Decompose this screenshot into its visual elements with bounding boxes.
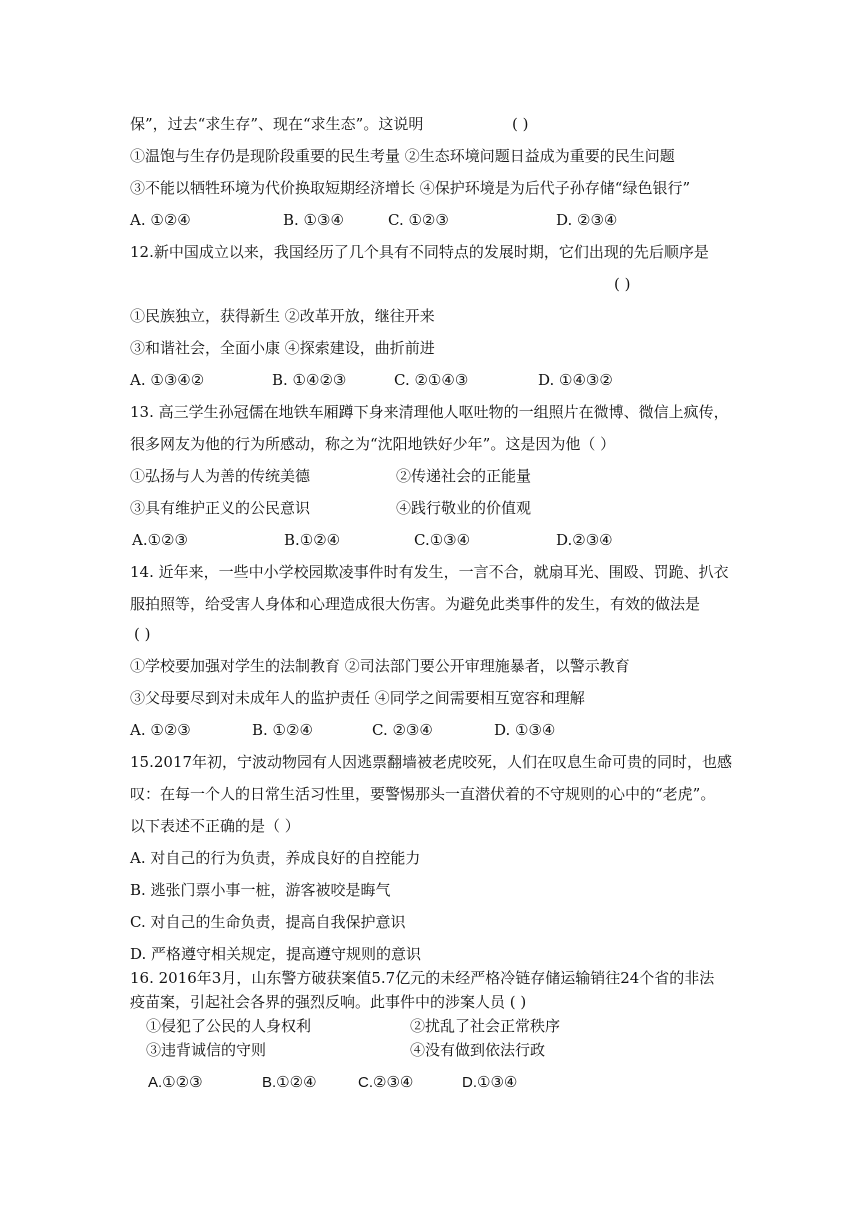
- q16-statement-4: ④没有做到依法行政: [410, 1041, 546, 1059]
- q11-option-b: B. ①③④: [283, 211, 344, 229]
- q16-statement-1: ①侵犯了公民的人身权利: [146, 1017, 312, 1035]
- q11-answer-paren: ( ): [512, 115, 529, 133]
- q13-option-b: B.①②④: [284, 531, 341, 549]
- q16-stem-line-1: 16. 2016年3月，山东警方破获案值5.7亿元的未经严格冷链存储运输销往24个省的非法: [130, 969, 715, 987]
- q16-statement-3: ③违背诚信的守则: [146, 1041, 267, 1059]
- q14-stem-line-1: 14. 近年来，一些中小学校园欺凌事件时有发生，一言不合，就扇耳光、围殴、罚跪、扒衣: [130, 563, 729, 581]
- q15-option-b: B. 逃张门票小事一桩，游客被咬是晦气: [130, 881, 391, 899]
- q14-answer-paren: ( ): [134, 625, 151, 643]
- q11-option-d: D. ②③④: [556, 211, 618, 229]
- q15-stem-line-1: 15.2017年初，宁波动物园有人因逃票翻墙被老虎咬死，人们在叹息生命可贵的同时，也感: [130, 753, 733, 771]
- q12-option-a: A. ①③④②: [130, 371, 205, 389]
- q16-option-a: A.①②③: [148, 1074, 203, 1091]
- q11-option-a: A. ①②④: [130, 211, 191, 229]
- q13-option-d: D.②③④: [556, 531, 613, 549]
- q11-statement-3-4: ③不能以牺牲环境为代价换取短期经济增长 ④保护环境是为后代子孙存储“绿色银行”: [130, 179, 691, 197]
- q14-option-c: C. ②③④: [372, 721, 433, 739]
- q15-stem-line-3: 以下表述不正确的是（ ）: [130, 817, 300, 835]
- q15-option-d: D. 严格遵守相关规定，提高遵守规则的意识: [130, 945, 422, 963]
- q12-option-c: C. ②①④③: [394, 371, 469, 389]
- q15-option-a: A. 对自己的行为负责，养成良好的自控能力: [130, 849, 421, 867]
- q16-stem-line-2: 疫苗案，引起社会各界的强烈反响。此事件中的涉案人员 ( ): [130, 993, 527, 1011]
- q11-option-c: C. ①②③: [388, 211, 449, 229]
- q13-statement-3: ③具有维护正义的公民意识: [130, 499, 311, 517]
- q16-option-c: C.②③④: [358, 1074, 414, 1091]
- q12-statement-3-4: ③和谐社会，全面小康 ④探索建设，曲折前进: [130, 339, 435, 357]
- q12-answer-paren: ( ): [614, 275, 631, 293]
- q11-statement-1-2: ①温饱与生存仍是现阶段重要的民生考量 ②生态环境问题日益成为重要的民生问题: [130, 147, 675, 165]
- q16-statement-2: ②扰乱了社会正常秩序: [410, 1017, 561, 1035]
- q13-statement-2: ②传递社会的正能量: [396, 467, 532, 485]
- q16-option-d: D.①③④: [462, 1074, 518, 1091]
- q16-option-b: B.①②④: [262, 1074, 317, 1091]
- q12-option-b: B. ①④②③: [272, 371, 347, 389]
- q14-stem-line-2: 服拍照等，给受害人身体和心理造成很大伤害。为避免此类事件的发生，有效的做法是: [130, 595, 701, 613]
- q13-stem-line-2: 很多网友为他的行为所感动，称之为“沈阳地铁好少年”。这是因为他（ ）: [130, 435, 616, 453]
- q14-statement-3-4: ③父母要尽到对未成年人的监护责任 ④同学之间需要相互宽容和理解: [130, 689, 585, 707]
- q12-option-d: D. ①④③②: [538, 371, 613, 389]
- q14-statement-1-2: ①学校要加强对学生的法制教育 ②司法部门要公开审理施暴者，以警示教育: [130, 657, 630, 675]
- q12-stem-line: 12.新中国成立以来，我国经历了几个具有不同特点的发展时期，它们出现的先后顺序是: [130, 243, 709, 261]
- q14-option-a: A. ①②③: [130, 721, 191, 739]
- q13-statement-4: ④践行敬业的价值观: [396, 499, 532, 517]
- q14-option-d: D. ①③④: [494, 721, 556, 739]
- q15-option-c: C. 对自己的生命负责，提高自我保护意识: [130, 913, 406, 931]
- q14-option-b: B. ①②④: [252, 721, 313, 739]
- q15-stem-line-2: 叹：在每一个人的日常生活习性里，要警惕那头一直潜伏着的不守规则的心中的“老虎”。: [130, 785, 716, 803]
- q13-stem-line-1: 13. 高三学生孙冠儒在地铁车厢蹲下身来清理他人呕吐物的一组照片在微博、微信上疯传，: [130, 403, 729, 421]
- q11-stem-line: 保”，过去“求生存”、现在“求生态”。这说明: [130, 115, 424, 133]
- q13-option-c: C.①③④: [414, 531, 471, 549]
- q13-statement-1: ①弘扬与人为善的传统美德: [130, 467, 311, 485]
- q12-statement-1-2: ①民族独立，获得新生 ②改革开放，继往开来: [130, 307, 435, 325]
- q13-option-a: A.①②③: [132, 531, 188, 549]
